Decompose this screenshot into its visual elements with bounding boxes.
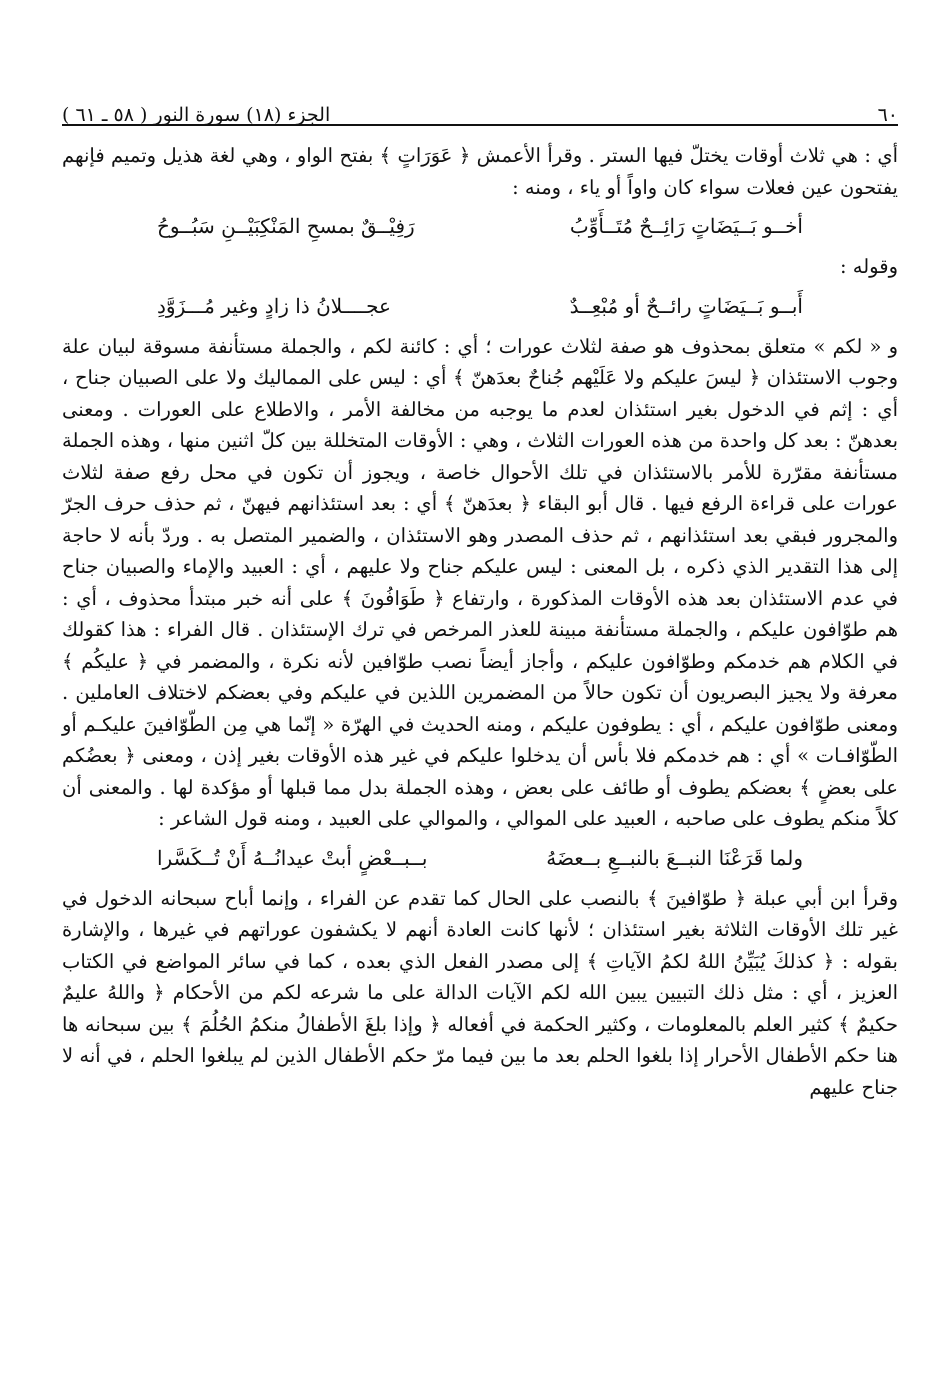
- verse-3-second-hemistich: بــبــعْضٍ أبتْ عيدانُــهُ أَنْ تُــكَسَّرا: [157, 845, 428, 870]
- page-number: ٦٠: [877, 104, 898, 126]
- paragraph-3: و « لكم » متعلق بمحذوف هو صفة لثلاث عورات ؛ أي : كائنة لكم ، والجملة مستأنفة مسوقة لبيان علة وجوب الاستئذان ﴿ ليسَ عليكم ولا عَلَيْهم جُناحٌ بعدَهنّ ﴾ أي : ليس على المماليك ولا على الصبيان جناح ، أي : إثم في الدخول بغير استئذان لعدم ما يوجبه من مخالفة الأمر ، والاطلاع على العورات . ومعنى بعدهنّ : بعد كل واحدة من هذه العورات الثلاث ، وهي : الأوقات المتخللة بين كلّ اثنين منها ، وهذه الجملة مستأنفة مقرّرة للأمر بالاستئذان في تلك الأحوال خاصة ، ويجوز أن تكون في محل رفع صفة لثلاث عورات على قراءة الرفع فيها . قال أبو البقاء ﴿ بعدَهنّ ﴾ أي : بعد استئذانهم فيهنّ ، ثم حذف حرف الجرّ والمجرور فبقي بعد استئذانهم ، ثم حذف المصدر وهو الاستئذان ، والضمير المتصل به . وردّ بأنه لا حاجة إلى هذا التقدير الذي ذكره ، بل المعنى : ليس عليكم جناح ولا عليهم ، أي : العبيد والإماء والصبيان جناح في عدم الاستئذان بعد هذه الأوقات المذكورة ، وارتفاع ﴿ طَوَافُونَ ﴾ على أنه خبر مبتدأ محذوف ، أي : هم طوّافون عليكم ، والجملة مستأنفة مبينة للعذر المرخص في ترك الإستئذان . قال الفراء : هذا كقولك في الكلام هم خدمكم وطوّافون عليكم ، وأجاز أيضاً نصب طوّافين لأنه نكرة ، والمضمر في ﴿ عليكُم ﴾ معرفة ولا يجيز البصريون أن تكون حالاً من المضمرين اللذين في عليكم وفي بعضكم لاختلاف العاملين . ومعنى طوّافون عليكم ، أي : يطوفون عليكم ، ومنه الحديث في الهرّة « إنّما هي مِن الطّوّافينَ عليكـم أو الطّوّافـات » أي : هم خدمكم فلا بأس أن يدخلوا عليكم في غير هذه الأوقات بغير إذن ، ومعنى ﴿ بعضُكم على بعضٍ ﴾ بعضكم يطوف أو طائف على بعض ، وهذه الجملة بدل مما قبلها أو مؤكدة لها . والمعنى أن كلاً منكم يطوف على صاحبه ، العبيد على الموالي ، والموالي على العبيد ، ومنه قول الشاعر :: [62, 334, 898, 830]
- verse-2-second-hemistich: عجــــلانُ ذا زادٍ وغير مُـــزَوَّدِ: [157, 293, 391, 318]
- poem-verse-1: [62, 203, 898, 251]
- verse-3-first-hemistich: ولما قَرَعْنَا النبــعَ بالنبــعِ بــعضَهُ: [546, 845, 803, 870]
- poem-verse-3: [62, 835, 898, 883]
- verse-1-first-hemistich: أخــو بَــيَضَاتٍ رَائِــحٌ مُتَــأَوِّبُ: [569, 214, 803, 239]
- verse-1-second-hemistich: رَفِيْــقٌ بمسحِ المَنْكِبَيْــنِ سَبُــوحُ: [157, 214, 415, 239]
- header-rule: [62, 124, 898, 126]
- paragraph-1: أي : هي ثلاث أوقات يختلّ فيها الستر . وقرأ الأعمش ﴿ عَوَرَاتٍ ﴾ بفتح الواو ، وهي لغة هذيل وتميم فإنهم يفتحون عين فعلات سواء كان واواً أو ياء ، ومنه :: [62, 144, 898, 199]
- page-header: [62, 84, 898, 126]
- paragraph-2: وقوله :: [840, 255, 898, 278]
- verse-2-first-hemistich: أَبــو بَــيَضَاتٍ رائــحٌ أو مُبْعِــدٌ: [569, 293, 803, 318]
- running-title: الجزء (١٨) سورة النور ( ٥٨ ـ ٦١ ): [62, 104, 331, 126]
- page-body: [62, 140, 898, 1103]
- paragraph-4: وقرأ ابن أبي عبلة ﴿ طوّافينَ ﴾ بالنصب على الحال كما تقدم عن الفراء ، وإنما أباح سبحانه الدخول في غير تلك الأوقات الثلاثة بغير استئذان ؛ لأنها كانت العادة أنهم لا يكشفون عوراتهم في غيرها ، والإشارة بقوله : ﴿ كذلكَ يُبَيِّنُ اللهُ لكمُ الآياتِ ﴾ إلى مصدر الفعل الذي بعده ، كما في سائر المواضع في الكتاب العزيز ، أي : مثل ذلك التبيين يبين الله لكم الآيات الدالة على ما شرعه لكم من الأحكام ﴿ واللهُ عليمٌ حكيمٌ ﴾ كثير العلم بالمعلومات ، وكثير الحكمة في أفعاله ﴿ وإذا بلغَ الأطفالُ منكمُ الحُلُمَ ﴾ بين سبحانه ها هنا حكم الأطفال الأحرار إذا بلغوا الحلم بعد ما بين فيما مرّ حكم الأطفال الذين لم يبلغوا الحلم ، في أنه لا جناح عليهم: [62, 886, 898, 1099]
- poem-verse-2: [62, 283, 898, 331]
